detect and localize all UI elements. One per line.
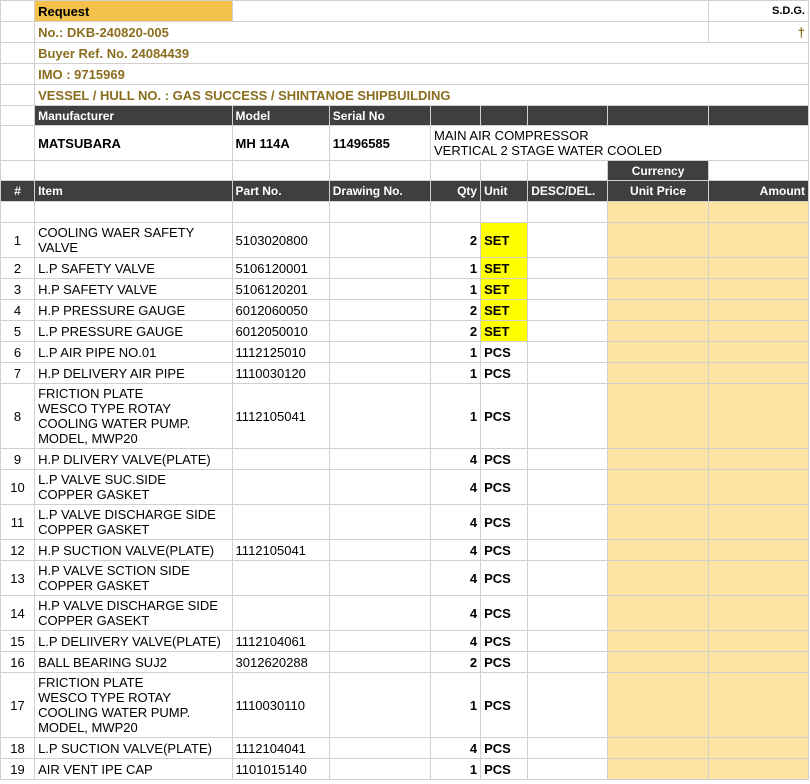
part-number: 6012050010: [232, 321, 329, 342]
col-amount: Amount: [708, 181, 808, 202]
row-number: 13: [1, 561, 35, 596]
part-number: 1110030110: [232, 673, 329, 738]
imo-number: IMO : 9715969: [35, 64, 809, 85]
item-name-line: COOLING WATER PUMP.: [38, 416, 191, 431]
item-name: [35, 470, 232, 505]
desc-cell[interactable]: [528, 449, 608, 470]
unit-price-cell[interactable]: [608, 363, 708, 384]
amount-cell[interactable]: [708, 652, 808, 673]
qty-value: 2: [431, 652, 481, 673]
unit-value: PCS: [481, 759, 528, 780]
row-number: 5: [1, 321, 35, 342]
amount-cell[interactable]: [708, 384, 808, 449]
part-number: 1112104041: [232, 738, 329, 759]
item-name-line: COPPER GASKET: [38, 578, 150, 593]
row-number: 3: [1, 279, 35, 300]
table-row: [1, 673, 809, 738]
drawing-number[interactable]: [329, 738, 430, 759]
unit-value: PCS: [481, 505, 528, 540]
amount-cell[interactable]: [708, 596, 808, 631]
unit-price-cell[interactable]: [608, 759, 708, 780]
drawing-number[interactable]: [329, 561, 430, 596]
part-number: 5106120201: [232, 279, 329, 300]
item-name-line: COPPER GASKET: [38, 487, 150, 502]
desc-cell[interactable]: [528, 279, 608, 300]
part-number: 3012620288: [232, 652, 329, 673]
amount-cell[interactable]: [708, 300, 808, 321]
amount-cell[interactable]: [708, 470, 808, 505]
item-name: [35, 449, 232, 470]
part-number: 6012060050: [232, 300, 329, 321]
table-row: [1, 384, 809, 449]
qty-value: 1: [431, 673, 481, 738]
drawing-number[interactable]: [329, 470, 430, 505]
desc-cell[interactable]: [528, 505, 608, 540]
item-name: [35, 540, 232, 561]
request-number: No.: DKB-240820-005: [35, 22, 709, 43]
qty-value: 4: [431, 631, 481, 652]
desc-cell[interactable]: [528, 258, 608, 279]
item-name: [35, 342, 232, 363]
item-name-line: L.P SAFETY VALVE: [38, 260, 155, 276]
amount-cell[interactable]: [708, 561, 808, 596]
serial-value: 11496585: [329, 126, 430, 161]
unit-value: PCS: [481, 342, 528, 363]
amount-cell[interactable]: [708, 223, 808, 258]
manufacturer-value: MATSUBARA: [35, 126, 232, 161]
amount-cell[interactable]: [708, 540, 808, 561]
desc-cell[interactable]: [528, 321, 608, 342]
desc-cell[interactable]: [528, 300, 608, 321]
table-row: [1, 631, 809, 652]
desc-cell[interactable]: [528, 342, 608, 363]
row-number: 12: [1, 540, 35, 561]
item-name-line: H.P SAFETY VALVE: [38, 281, 158, 297]
unit-value: SET: [481, 300, 528, 321]
item-name-line: WESCO TYPE ROTAY: [38, 690, 171, 705]
table-row: [1, 561, 809, 596]
row-number: 16: [1, 652, 35, 673]
item-name: [35, 673, 232, 738]
unit-value: PCS: [481, 449, 528, 470]
drawing-number[interactable]: [329, 596, 430, 631]
item-name-line: L.P VALVE SUC.SIDE: [38, 472, 166, 487]
unit-price-cell[interactable]: [608, 223, 708, 258]
unit-value: SET: [481, 258, 528, 279]
desc-cell[interactable]: [528, 652, 608, 673]
table-row: [1, 321, 809, 342]
currency-label: Currency: [608, 161, 708, 181]
qty-value: 1: [431, 363, 481, 384]
qty-value: 4: [431, 540, 481, 561]
item-name-line: COOLING WATER PUMP.: [38, 705, 191, 720]
row-number: 1: [1, 223, 35, 258]
drawing-number[interactable]: [329, 652, 430, 673]
item-name-line: WESCO TYPE ROTAY: [38, 401, 171, 416]
desc-cell[interactable]: [528, 561, 608, 596]
item-name-line: BALL BEARING SUJ2: [38, 654, 167, 670]
row-number: 6: [1, 342, 35, 363]
drawing-number[interactable]: [329, 300, 430, 321]
part-number: [232, 505, 329, 540]
part-number: [232, 470, 329, 505]
unit-price-cell[interactable]: [608, 673, 708, 738]
part-number: 5106120001: [232, 258, 329, 279]
drawing-number[interactable]: [329, 673, 430, 738]
item-name-line: L.P VALVE DISCHARGE SIDE: [38, 507, 216, 522]
desc-cell[interactable]: [528, 384, 608, 449]
row-number: 14: [1, 596, 35, 631]
row-number: 9: [1, 449, 35, 470]
qty-value: 4: [431, 561, 481, 596]
model-value: MH 114A: [232, 126, 329, 161]
item-name-line: AIR VENT IPE CAP: [38, 761, 153, 777]
part-number: [232, 561, 329, 596]
unit-price-cell[interactable]: [608, 561, 708, 596]
amount-cell[interactable]: [708, 342, 808, 363]
table-row: [1, 759, 809, 780]
unit-value: SET: [481, 279, 528, 300]
part-number: [232, 596, 329, 631]
part-number: 1112104061: [232, 631, 329, 652]
item-name: [35, 738, 232, 759]
table-row: [1, 279, 809, 300]
amount-cell[interactable]: [708, 631, 808, 652]
request-label: Request: [35, 1, 232, 22]
item-name: [35, 596, 232, 631]
item-name: [35, 300, 232, 321]
table-row: [1, 363, 809, 384]
unit-value: PCS: [481, 561, 528, 596]
drawing-number[interactable]: [329, 449, 430, 470]
unit-value: PCS: [481, 738, 528, 759]
unit-value: PCS: [481, 363, 528, 384]
item-name-line: H.P DELIVERY AIR PIPE: [38, 365, 185, 381]
part-number: 1110030120: [232, 363, 329, 384]
model-label: Model: [232, 106, 329, 126]
drawing-number[interactable]: [329, 321, 430, 342]
serial-label: Serial No: [329, 106, 430, 126]
unit-value: PCS: [481, 384, 528, 449]
table-row: [1, 596, 809, 631]
item-name-line: VALVE: [38, 240, 79, 255]
drawing-number[interactable]: [329, 223, 430, 258]
unit-price-cell[interactable]: [608, 470, 708, 505]
drawing-number[interactable]: [329, 540, 430, 561]
item-name: [35, 223, 232, 258]
table-row: [1, 738, 809, 759]
amount-cell[interactable]: [708, 363, 808, 384]
col-unit-price: Unit Price: [608, 181, 708, 202]
part-number: 1112105041: [232, 540, 329, 561]
qty-value: 4: [431, 738, 481, 759]
drawing-number[interactable]: [329, 631, 430, 652]
amount-cell[interactable]: [708, 258, 808, 279]
item-name-line: H.P VALVE SCTION SIDE: [38, 563, 190, 578]
unit-price-cell[interactable]: [608, 738, 708, 759]
desc-cell[interactable]: [528, 759, 608, 780]
amount-cell[interactable]: [708, 673, 808, 738]
unit-price-cell[interactable]: [608, 300, 708, 321]
description-line-2: VERTICAL 2 STAGE WATER COOLED: [434, 143, 663, 158]
vessel-hull: VESSEL / HULL NO. : GAS SUCCESS / SHINTANOE SHIPBUILDING: [35, 85, 809, 106]
drawing-number[interactable]: [329, 279, 430, 300]
unit-price-cell[interactable]: [608, 596, 708, 631]
item-name-line: H.P DLIVERY VALVE(PLATE): [38, 451, 211, 467]
desc-cell[interactable]: [528, 363, 608, 384]
part-number: 1112105041: [232, 384, 329, 449]
qty-value: 2: [431, 321, 481, 342]
col-qty: Qty: [431, 181, 481, 202]
desc-cell[interactable]: [528, 540, 608, 561]
unit-value: PCS: [481, 652, 528, 673]
qty-value: 2: [431, 300, 481, 321]
desc-cell[interactable]: [528, 673, 608, 738]
table-row: [1, 223, 809, 258]
unit-price-cell[interactable]: [608, 631, 708, 652]
amount-cell[interactable]: [708, 449, 808, 470]
item-name: [35, 631, 232, 652]
equipment-description: [431, 126, 809, 161]
qty-value: 1: [431, 279, 481, 300]
item-name: [35, 279, 232, 300]
manufacturer-label: Manufacturer: [35, 106, 232, 126]
qty-value: 1: [431, 258, 481, 279]
part-number: [232, 449, 329, 470]
item-name-line: H.P SUCTION VALVE(PLATE): [38, 542, 215, 558]
qty-value: 2: [431, 223, 481, 258]
unit-price-cell[interactable]: [608, 449, 708, 470]
unit-price-cell[interactable]: [608, 321, 708, 342]
table-row: [1, 300, 809, 321]
unit-value: PCS: [481, 470, 528, 505]
item-name-line: L.P SUCTION VALVE(PLATE): [38, 740, 212, 756]
row-number: 17: [1, 673, 35, 738]
item-name: [35, 652, 232, 673]
unit-value: PCS: [481, 596, 528, 631]
qty-value: 1: [431, 342, 481, 363]
sdg-mark: S.D.G.: [708, 1, 808, 22]
unit-value: SET: [481, 223, 528, 258]
col-item: Item: [35, 181, 232, 202]
desc-cell[interactable]: [528, 223, 608, 258]
amount-cell[interactable]: [708, 738, 808, 759]
desc-cell[interactable]: [528, 596, 608, 631]
row-number: 8: [1, 384, 35, 449]
unit-value: PCS: [481, 631, 528, 652]
col-unit: Unit: [481, 181, 528, 202]
unit-price-cell[interactable]: [608, 279, 708, 300]
row-number: 4: [1, 300, 35, 321]
row-number: 2: [1, 258, 35, 279]
unit-price-cell[interactable]: [608, 540, 708, 561]
amount-cell[interactable]: [708, 279, 808, 300]
table-row: [1, 449, 809, 470]
item-name: [35, 321, 232, 342]
drawing-number[interactable]: [329, 759, 430, 780]
row-number: 18: [1, 738, 35, 759]
drawing-number[interactable]: [329, 363, 430, 384]
amount-cell[interactable]: [708, 505, 808, 540]
col-part: Part No.: [232, 181, 329, 202]
item-name: [35, 505, 232, 540]
item-name-line: COPPER GASKET: [38, 522, 150, 537]
item-name: [35, 759, 232, 780]
qty-value: 1: [431, 384, 481, 449]
drawing-number[interactable]: [329, 342, 430, 363]
item-name-line: L.P DELIIVERY VALVE(PLATE): [38, 633, 221, 649]
item-name: [35, 384, 232, 449]
description-line-1: MAIN AIR COMPRESSOR: [434, 128, 589, 143]
qty-value: 4: [431, 449, 481, 470]
amount-cell[interactable]: [708, 321, 808, 342]
item-name: [35, 363, 232, 384]
item-name-line: COOLING WAER SAFETY: [38, 225, 195, 240]
desc-cell[interactable]: [528, 470, 608, 505]
table-row: [1, 258, 809, 279]
part-number: 1112125010: [232, 342, 329, 363]
item-name-line: H.P VALVE DISCHARGE SIDE: [38, 598, 218, 613]
unit-price-cell[interactable]: [608, 652, 708, 673]
unit-price-cell[interactable]: [608, 258, 708, 279]
qty-value: 1: [431, 759, 481, 780]
table-row: [1, 540, 809, 561]
cross-mark: †: [708, 22, 808, 43]
item-name-line: FRICTION PLATE: [38, 386, 144, 401]
row-number: 10: [1, 470, 35, 505]
unit-price-cell[interactable]: [608, 384, 708, 449]
col-num: #: [1, 181, 35, 202]
item-name-line: COPPER GASEKT: [38, 613, 150, 628]
unit-value: SET: [481, 321, 528, 342]
item-name: [35, 561, 232, 596]
table-row: [1, 652, 809, 673]
part-number: 5103020800: [232, 223, 329, 258]
unit-price-cell[interactable]: [608, 342, 708, 363]
col-desc: DESC/DEL.: [528, 181, 608, 202]
buyer-ref: Buyer Ref. No. 24084439: [35, 43, 809, 64]
table-row: [1, 342, 809, 363]
row-number: 19: [1, 759, 35, 780]
row-number: 15: [1, 631, 35, 652]
row-number: 7: [1, 363, 35, 384]
row-number: 11: [1, 505, 35, 540]
table-row: [1, 505, 809, 540]
unit-value: PCS: [481, 540, 528, 561]
col-drawing: Drawing No.: [329, 181, 430, 202]
item-name: [35, 258, 232, 279]
drawing-number[interactable]: [329, 505, 430, 540]
item-name-line: MODEL, MWP20: [38, 431, 138, 446]
qty-value: 4: [431, 470, 481, 505]
item-name-line: H.P PRESSURE GAUGE: [38, 302, 186, 318]
amount-cell[interactable]: [708, 759, 808, 780]
unit-price-cell[interactable]: [608, 505, 708, 540]
part-number: 1101015140: [232, 759, 329, 780]
desc-cell[interactable]: [528, 738, 608, 759]
drawing-number[interactable]: [329, 258, 430, 279]
drawing-number[interactable]: [329, 384, 430, 449]
desc-cell[interactable]: [528, 631, 608, 652]
qty-value: 4: [431, 596, 481, 631]
qty-value: 4: [431, 505, 481, 540]
unit-value: PCS: [481, 673, 528, 738]
item-name-line: L.P AIR PIPE NO.01: [38, 344, 157, 360]
item-name-line: L.P PRESSURE GAUGE: [38, 323, 184, 339]
item-name-line: FRICTION PLATE: [38, 675, 144, 690]
item-name-line: MODEL, MWP20: [38, 720, 138, 735]
table-row: [1, 470, 809, 505]
